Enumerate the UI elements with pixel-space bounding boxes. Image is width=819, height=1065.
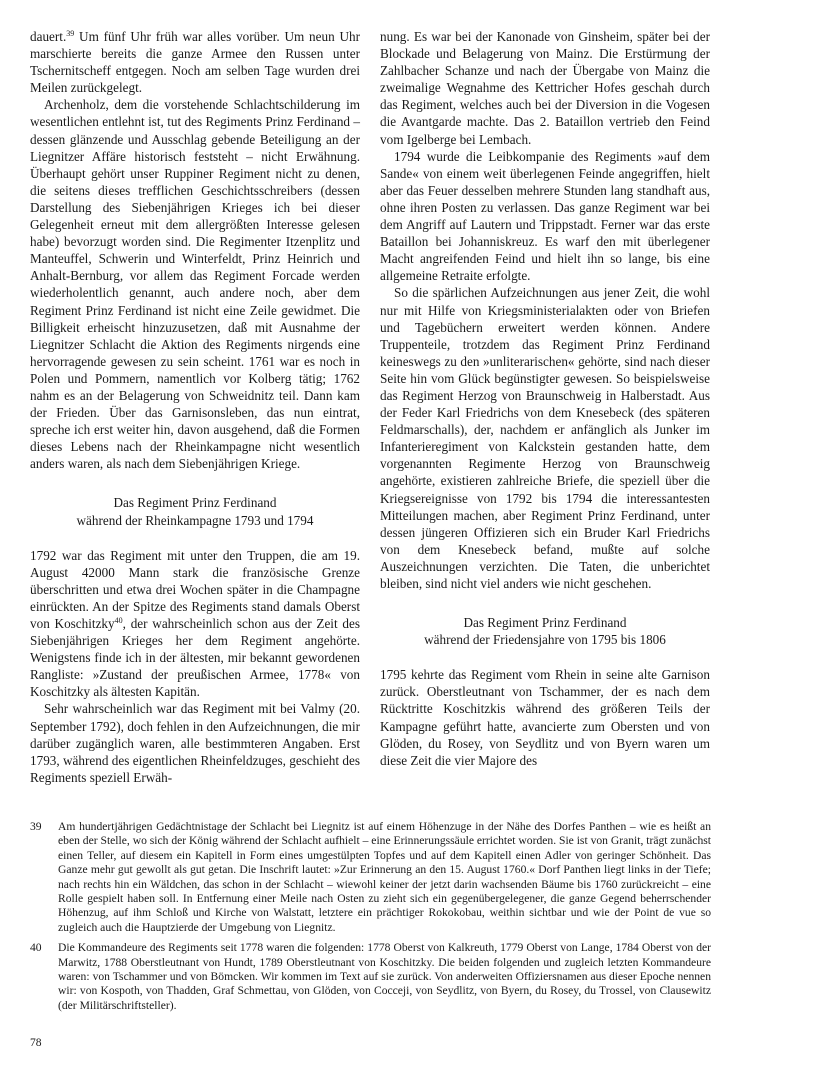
heading-line: während der Friedensjahre von 1795 bis 1806: [424, 632, 666, 648]
text-run: Um fünf Uhr früh war alles vorüber. Um neun Uhr marschierte bereits die ganze Armee den Russen unter Tschernitscheff entgegen. Noch am selben Tage wurden drei Meilen zurückgelegt.: [30, 29, 360, 96]
footnotes: [30, 820, 711, 1019]
right-column: [380, 28, 710, 769]
paragraph: nung. Es war bei der Kanonade von Ginsheim, später bei der Blockade und Belagerung von Mainz. Die Erstürmung der Zahlbacher Schanze und nach der Übergabe von Mainz die zweimalige Wegnahme des Kettricher Hofes geschah durch das Regiment, welches auch bei der Diversion in die Vogesen die Avantgarde machte. Das 2. Bataillon vertrieb den Feind vom Igelberge bei Lembach.: [380, 29, 710, 147]
heading-line: während der Rheinkampagne 1793 und 1794: [76, 512, 314, 528]
paragraph: [30, 28, 360, 96]
footnote-text: Die Kommandeure des Regiments seit 1778 waren die folgenden: 1778 Oberst von Kalkreuth, 1779 Oberst von Lange, 1784 Oberst von der Marwitz, 1788 Oberstleutnant von Hundt, 1789 Oberstleutnant von Koschitzky. Die beiden folgenden und zugleich letzten Kommandeure waren: von Tschammer und von Bömcken. Wir kommen im Text auf sie zurück. Von anderweiten Offiziersnamen aus dieser Epoche nennen wir: von Kospoth, von Thadden, Graf Schmettau, von Glöden, von Cocceji, von Seydlitz, von Byern, du Rosey, du Trossel, von Clausewitz (der Militärschriftsteller).: [58, 941, 711, 1012]
text-run: 1792 war das Regiment mit unter den Truppen, die am 19. August 42000 Mann stark die französische Grenze überschritten und etwa drei Wochen später in die Champagne einrückten. An der Spitze des Regiments stand damals Oberst von Koschitzky: [30, 547, 360, 631]
footnote-ref-40[interactable]: 40: [114, 616, 123, 625]
paragraph: 1795 kehrte das Regiment vom Rhein in seine alte Garnison zurück. Oberstleutnant von Tschammer, der es nach dem Rücktritte Koschitzkis während des größeren Teils der Kampagne geführt hatte, avancierte zum Obersten und von Glöden, du Rosey, von Seydlitz und von Byern waren um diese Zeit die vier Majore des: [380, 667, 710, 768]
paragraph: Sehr wahrscheinlich war das Regiment mit bei Valmy (20. September 1792), doch fehlen in den Aufzeichnungen, die mir darüber zugänglich waren, alle bestimmteren Angaben. Erst 1793, während des eigentlichen Rheinfeldzuges, geschieht des Regiments speziell Erwäh-: [30, 701, 360, 785]
heading-line: Das Regiment Prinz Ferdinand: [463, 615, 627, 631]
footnote-number: 39: [30, 820, 42, 833]
paragraph: Archenholz, dem die vorstehende Schlachtschilderung im wesentlichen entlehnt ist, tut des Regiments Prinz Ferdinand – dessen glänzende und Ausschlag gebende Beteiligung an der Liegnitzer Affäre historisch feststeht – nicht Erwähnung. Überhaupt gehört unser Ruppiner Regiment nicht zu denen, die seitens dieses trefflichen Geschichtsschreibers (dessen Darstellung des Siebenjährigen Krieges ich bei dieser Gelegenheit erneut mit dem allergrößten Interesse gelesen habe) bevorzugt worden sind. Die Regimenter Itzenplitz und Manteuffel, Schwerin und Winterfeldt, Prinz Heinrich und Anhalt-Bernburg, vor allem das Regiment Forcade werden wiederholentlich genannt, auch andere noch, aber dem Regiment Prinz Ferdinand ist nicht eine Zeile gewidmet. Die Billigkeit erheischt hinzuzusetzen, daß mit Ausnahme der Liegnitzer Schlacht die Aktion des Regiments nirgends eine hervorragende gewesen zu sein scheint. 1761 war es noch in Polen und Pommern, namentlich vor Kolberg tätig; 1762 nahm es an der Belagerung von Schweidnitz teil. Dann kam der Frieden. Über das Garnisonsleben, das nun eintrat, spreche ich erst weiter hin, davon ausgehend, daß die Formen dieses Lebens nach der Rheinkampagne nicht wesentlich anders waren, als nach dem Siebenjährigen Kriege.: [30, 97, 360, 472]
page-number: 78: [30, 1036, 42, 1049]
footnote-40: [30, 941, 711, 1013]
paragraph: [30, 547, 360, 701]
footnote-number: 40: [30, 941, 42, 955]
footnote-39: [30, 820, 711, 935]
text-run: , der wahrscheinlich schon aus der Zeit des Siebenjährigen Krieges her dem Regiment angehörte. Wenigstens finde ich in der ältesten, mir bekannt gewordenen Rangliste: »Zustand der preußischen Armee, 1778« von Koschitzky als ältesten Kapitän.: [30, 616, 360, 700]
left-column: [30, 28, 360, 786]
section-heading-rheinkampagne: [30, 494, 360, 528]
heading-line: Das Regiment Prinz Ferdinand: [113, 495, 277, 511]
paragraph: 1794 wurde die Leibkompanie des Regiments »auf dem Sande« von einem weit überlegenen Feinde angegriffen, hielt aber das Feuer desselben mehrere Stunden lang standhaft aus, ohne ihren Posten zu verlassen. Das ganze Regiment war bei dem Angriff auf Lautern und Trippstadt. Ferner war das erste Bataillon bei Johanniskreuz. Es warf den mit überlegener Macht angreifenden Feind und hielt ihn so lange, bis eine allgemeine Retraite erfolgte.: [380, 148, 710, 284]
text-run: dauert.: [30, 29, 67, 44]
footnote-text: Am hundertjährigen Gedächtnistage der Schlacht bei Liegnitz ist auf einem Höhenzuge in der Nähe des Dorfes Panthen – wie es heißt an eben der Stelle, wo sich der König während der Schlacht aufhielt – eine Erinnerungssäule errichtet worden. Sie ist von Granit, trägt zunächst einen Teller, auf diesem ein Kapitell in Form eines umgestülpten Topfes und auf dem Kapitell einen Adler von geringer Schönheit. Das Ganze mehr gut gewollt als gut getan. Die Inschrift lautet: »Zur Erinnerung an den 15. August 1760.« Dorf Panthen liegt links in der Tiefe; nach rechts hin ein Wäldchen, das schon in der Schlacht – wiewohl keiner der jetzt darin wachsenden Bäume bis 1760 zurückreicht – eine Rolle gespielt haben soll. In Entfernung einer Meile nach Osten zu zieht sich ein gegenübergelegener, die ganze Gegend beherrschender Höhenzug, auf ihm Schloß und Kirche von Walstatt, letztere ein prächtiger Rokokobau, weithin sichtbar und wie der Point de vue so zugleich auch die Hauptzierde der Umgebung von Liegnitz.: [58, 820, 711, 934]
footnote-ref-39[interactable]: 39: [66, 29, 75, 38]
paragraph: So die spärlichen Aufzeichnungen aus jener Zeit, die wohl nur mit Hilfe von Kriegsministerialakten oder von Briefen und Tagebüchern erweitert werden können. Andere Truppenteile, trotzdem das Regiment Prinz Ferdinand keineswegs zu den »unliterarischen« gehörte, sind nach dieser Seite hin vom Glück begünstigter gewesen. So beispielsweise das Regiment Herzog von Braunschweig in Halberstadt. Aus der Feder Karl Friedrichs von dem Knesebeck (des späteren Feldmarschalls), der, nachdem er anfänglich als Junker im Infanterieregiment von Kalckstein gestanden hatte, dem vorgenannten Regimente Herzog von Braunschweig angehörte, existieren zahlreiche Briefe, die speziell über die Kriegsereignisse von 1792 bis 1794 die interessantesten Mitteilungen machen, aber Regiment Prinz Ferdinand, unter dessen jüngeren Offizieren sich ein Bruder Karl Friedrichs von dem Knesebeck befand, mußte auf solche Auszeichnungen verzichten. Die Taten, die unberichtet bleiben, sind nicht viel anders wie nicht geschehen.: [380, 285, 710, 591]
section-heading-friedensjahre: [380, 614, 710, 648]
